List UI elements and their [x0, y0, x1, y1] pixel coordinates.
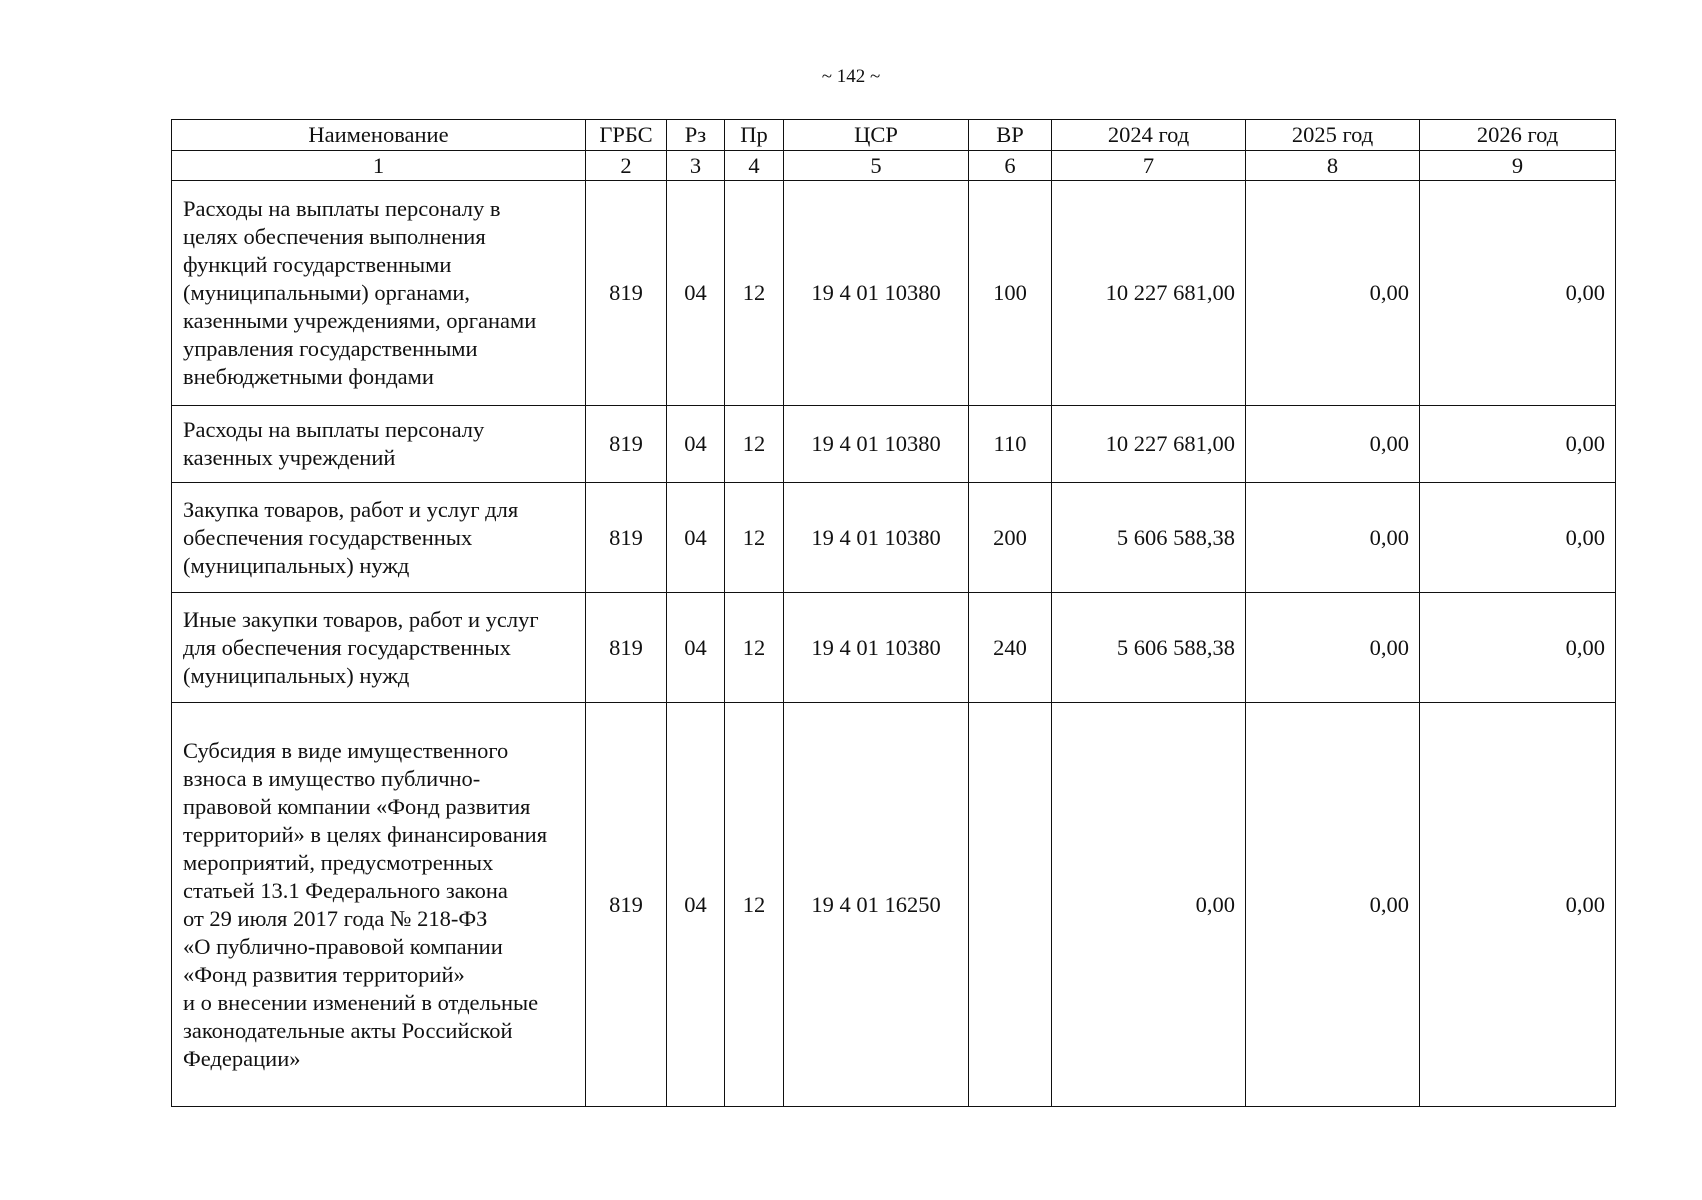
- cell-pr: 12: [725, 406, 784, 483]
- table-row: [172, 703, 1616, 1107]
- cell-2026: 0,00: [1420, 406, 1616, 483]
- column-number-row: [172, 151, 1616, 181]
- header-vr: ВР: [969, 120, 1052, 151]
- cell-rz: 04: [667, 483, 725, 593]
- cell-2024: 10 227 681,00: [1052, 406, 1246, 483]
- cell-csr: 19 4 01 10380: [784, 181, 969, 406]
- column-number: 7: [1052, 151, 1246, 181]
- cell-2024: 5 606 588,38: [1052, 593, 1246, 703]
- cell-csr: 19 4 01 16250: [784, 703, 969, 1107]
- cell-pr: 12: [725, 483, 784, 593]
- table-row: [172, 483, 1616, 593]
- row-name: [172, 483, 586, 593]
- budget-table: [171, 119, 1616, 1107]
- name-line: от 29 июля 2017 года № 218-ФЗ: [183, 905, 488, 931]
- row-name: [172, 703, 586, 1107]
- header-grbs: ГРБС: [586, 120, 667, 151]
- name-line: для обеспечения государственных: [183, 634, 511, 660]
- name-line: обеспечения государственных: [183, 524, 473, 550]
- header-name: Наименование: [172, 120, 586, 151]
- cell-grbs: 819: [586, 181, 667, 406]
- table-row: [172, 593, 1616, 703]
- cell-csr: 19 4 01 10380: [784, 483, 969, 593]
- name-line: казенных учреждений: [183, 445, 396, 470]
- header-pr: Пр: [725, 120, 784, 151]
- column-number: 1: [172, 151, 586, 181]
- name-line: внебюджетными фондами: [183, 364, 434, 389]
- header-rz: Рз: [667, 120, 725, 151]
- name-line: «Фонд развития территорий»: [183, 961, 465, 987]
- name-line: (муниципальных) нужд: [183, 552, 410, 578]
- row-name: [172, 406, 586, 483]
- cell-rz: 04: [667, 181, 725, 406]
- cell-2025: 0,00: [1246, 593, 1420, 703]
- header-2025: 2025 год: [1246, 120, 1420, 151]
- cell-2024: 10 227 681,00: [1052, 181, 1246, 406]
- row-name: [172, 593, 586, 703]
- cell-vr: 240: [969, 593, 1052, 703]
- name-line: и о внесении изменений в отдельные: [183, 989, 539, 1015]
- cell-vr: 100: [969, 181, 1052, 406]
- header-2024: 2024 год: [1052, 120, 1246, 151]
- cell-2025: 0,00: [1246, 181, 1420, 406]
- cell-2024: 5 606 588,38: [1052, 483, 1246, 593]
- name-line: мероприятий, предусмотренных: [183, 849, 494, 875]
- cell-2024: 0,00: [1052, 703, 1246, 1107]
- cell-rz: 04: [667, 406, 725, 483]
- column-number: 6: [969, 151, 1052, 181]
- name-line: целях обеспечения выполнения: [183, 224, 486, 249]
- column-number: 5: [784, 151, 969, 181]
- cell-2026: 0,00: [1420, 593, 1616, 703]
- page-number: ~ 142 ~: [821, 66, 881, 87]
- table-row: [172, 406, 1616, 483]
- header-2026: 2026 год: [1420, 120, 1616, 151]
- name-line: Расходы на выплаты персоналу в: [183, 196, 501, 221]
- cell-rz: 04: [667, 593, 725, 703]
- cell-2026: 0,00: [1420, 483, 1616, 593]
- header-row: [172, 120, 1616, 151]
- cell-grbs: 819: [586, 483, 667, 593]
- name-line: Иные закупки товаров, работ и услуг: [183, 606, 539, 632]
- name-line: функций государственными: [183, 252, 452, 277]
- name-line: Расходы на выплаты персоналу: [183, 417, 485, 442]
- column-number: 3: [667, 151, 725, 181]
- name-line: (муниципальных) нужд: [183, 662, 410, 688]
- cell-pr: 12: [725, 703, 784, 1107]
- name-line: (муниципальными) органами,: [183, 280, 471, 305]
- cell-vr: 110: [969, 406, 1052, 483]
- cell-2026: 0,00: [1420, 703, 1616, 1107]
- name-line: Субсидия в виде имущественного: [183, 737, 509, 763]
- cell-grbs: 819: [586, 703, 667, 1107]
- cell-2025: 0,00: [1246, 483, 1420, 593]
- cell-vr: [969, 703, 1052, 1107]
- name-line: правовой компании «Фонд развития: [183, 793, 531, 819]
- cell-csr: 19 4 01 10380: [784, 593, 969, 703]
- name-line: управления государственными: [183, 336, 478, 361]
- name-line: территорий» в целях финансирования: [183, 821, 548, 847]
- column-number: 2: [586, 151, 667, 181]
- cell-vr: 200: [969, 483, 1052, 593]
- row-name: [172, 181, 586, 406]
- cell-grbs: 819: [586, 406, 667, 483]
- name-line: взноса в имущество публично-: [183, 765, 481, 791]
- cell-2026: 0,00: [1420, 181, 1616, 406]
- cell-2025: 0,00: [1246, 703, 1420, 1107]
- table-row: [172, 181, 1616, 406]
- cell-csr: 19 4 01 10380: [784, 406, 969, 483]
- header-csr: ЦСР: [784, 120, 969, 151]
- name-line: казенными учреждениями, органами: [183, 308, 537, 333]
- name-line: Федерации»: [183, 1045, 301, 1071]
- column-number: 9: [1420, 151, 1616, 181]
- column-number: 8: [1246, 151, 1420, 181]
- name-line: «О публично-правовой компании: [183, 933, 503, 959]
- cell-grbs: 819: [586, 593, 667, 703]
- name-line: законодательные акты Российской: [183, 1017, 513, 1043]
- cell-pr: 12: [725, 181, 784, 406]
- cell-2025: 0,00: [1246, 406, 1420, 483]
- cell-pr: 12: [725, 593, 784, 703]
- column-number: 4: [725, 151, 784, 181]
- name-line: Закупка товаров, работ и услуг для: [183, 496, 519, 522]
- name-line: статьей 13.1 Федерального закона: [183, 877, 508, 903]
- cell-rz: 04: [667, 703, 725, 1107]
